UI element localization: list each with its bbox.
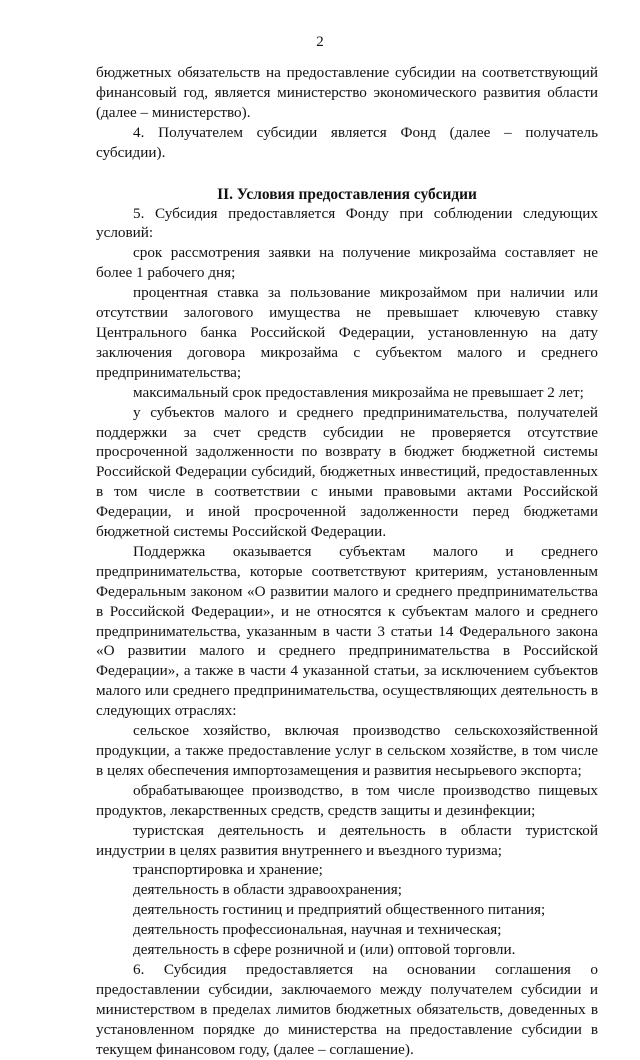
- condition-max-term: максимальный срок предоставления микрозайма не превышает 2 лет;: [133, 383, 584, 401]
- paragraph-support-criteria: Поддержка оказывается субъектам малого и среднего предпринимательства, которые соответствуют критериям, установленным Федеральным законом «О развитии малого и среднего предпринимательства в Российской Федерации», и не относятся к субъектам малого и среднего предпринимательства, указанным в части 3 статьи 14 Федерального закона «О развитии малого и среднего предпринимательства в Российской Федерации», а также в части 4 указанной статьи, за исключением субъектов малого или среднего предпринимательства, осуществляющих деятельность в следующих отраслях:: [96, 542, 598, 720]
- paragraph-item-4: 4. Получателем субсидии является Фонд (далее – получатель субсидии).: [96, 123, 598, 161]
- page-number: 2: [316, 34, 324, 50]
- condition-review-period: срок рассмотрения заявки на получение микрозайма составляет не более 1 рабочего дня;: [96, 244, 598, 282]
- industry-manufacturing: обрабатывающее производство, в том числе производство пищевых продуктов, лекарственных средств, средств защиты и дезинфекции;: [96, 781, 598, 819]
- industry-trade: деятельность в сфере розничной и (или) оптовой торговли.: [133, 941, 516, 959]
- paragraph-item-5: 5. Субсидия предоставляется Фонду при соблюдении следующих условий:: [96, 204, 598, 242]
- paragraph-continuation: бюджетных обязательств на предоставление субсидии на соответствующий финансовый год, является министерство экономического развития области (далее – министерство).: [96, 64, 598, 121]
- industry-healthcare: деятельность в области здравоохранения;: [133, 881, 402, 899]
- industry-transport: транспортировка и хранение;: [133, 861, 323, 879]
- condition-interest-rate: процентная ставка за пользование микрозаймом при наличии или отсутствии залогового имущества не превышает ключевую ставку Центрального банка Российской Федерации, установленную на дату заключения договора микрозайма с субъектом малого и среднего предпринимательства;: [96, 284, 598, 381]
- condition-no-debt-check: у субъектов малого и среднего предпринимательства, получателей поддержки за счет средств субсидии не проверяется отсутствие просроченной задолженности по возврату в бюджет бюджетной системы Российской Федерации субсидий, бюджетных инвестиций, предоставленных в том числе в соответствии с иными правовыми актами Российской Федерации, и иной просроченной задолженности перед бюджетами бюджетной системы Российской Федерации.: [96, 403, 598, 541]
- document-body: [96, 63, 598, 1060]
- industry-professional: деятельность профессиональная, научная и техническая;: [133, 921, 502, 939]
- industry-hospitality: деятельность гостиниц и предприятий общественного питания;: [133, 901, 546, 919]
- industry-tourism: туристская деятельность и деятельность в области туристской индустрии в целях развития внутреннего и въездного туризма;: [96, 821, 598, 859]
- paragraph-item-6: 6. Субсидия предоставляется на основании соглашения о предоставлении субсидии, заключаемого между получателем субсидии и министерством в пределах лимитов бюджетных обязательств, доведенных в установленном порядке до министерства на предоставление субсидии в текущем финансовом году, (далее – соглашение).: [96, 960, 598, 1058]
- section-heading: II. Условия предоставления субсидии: [217, 185, 477, 203]
- industry-agriculture: сельское хозяйство, включая производство сельскохозяйственной продукции, а также предоставление услуг в сельском хозяйстве, в том числе в целях обеспечения импортозамещения и развития несырьевого экспорта;: [96, 722, 598, 779]
